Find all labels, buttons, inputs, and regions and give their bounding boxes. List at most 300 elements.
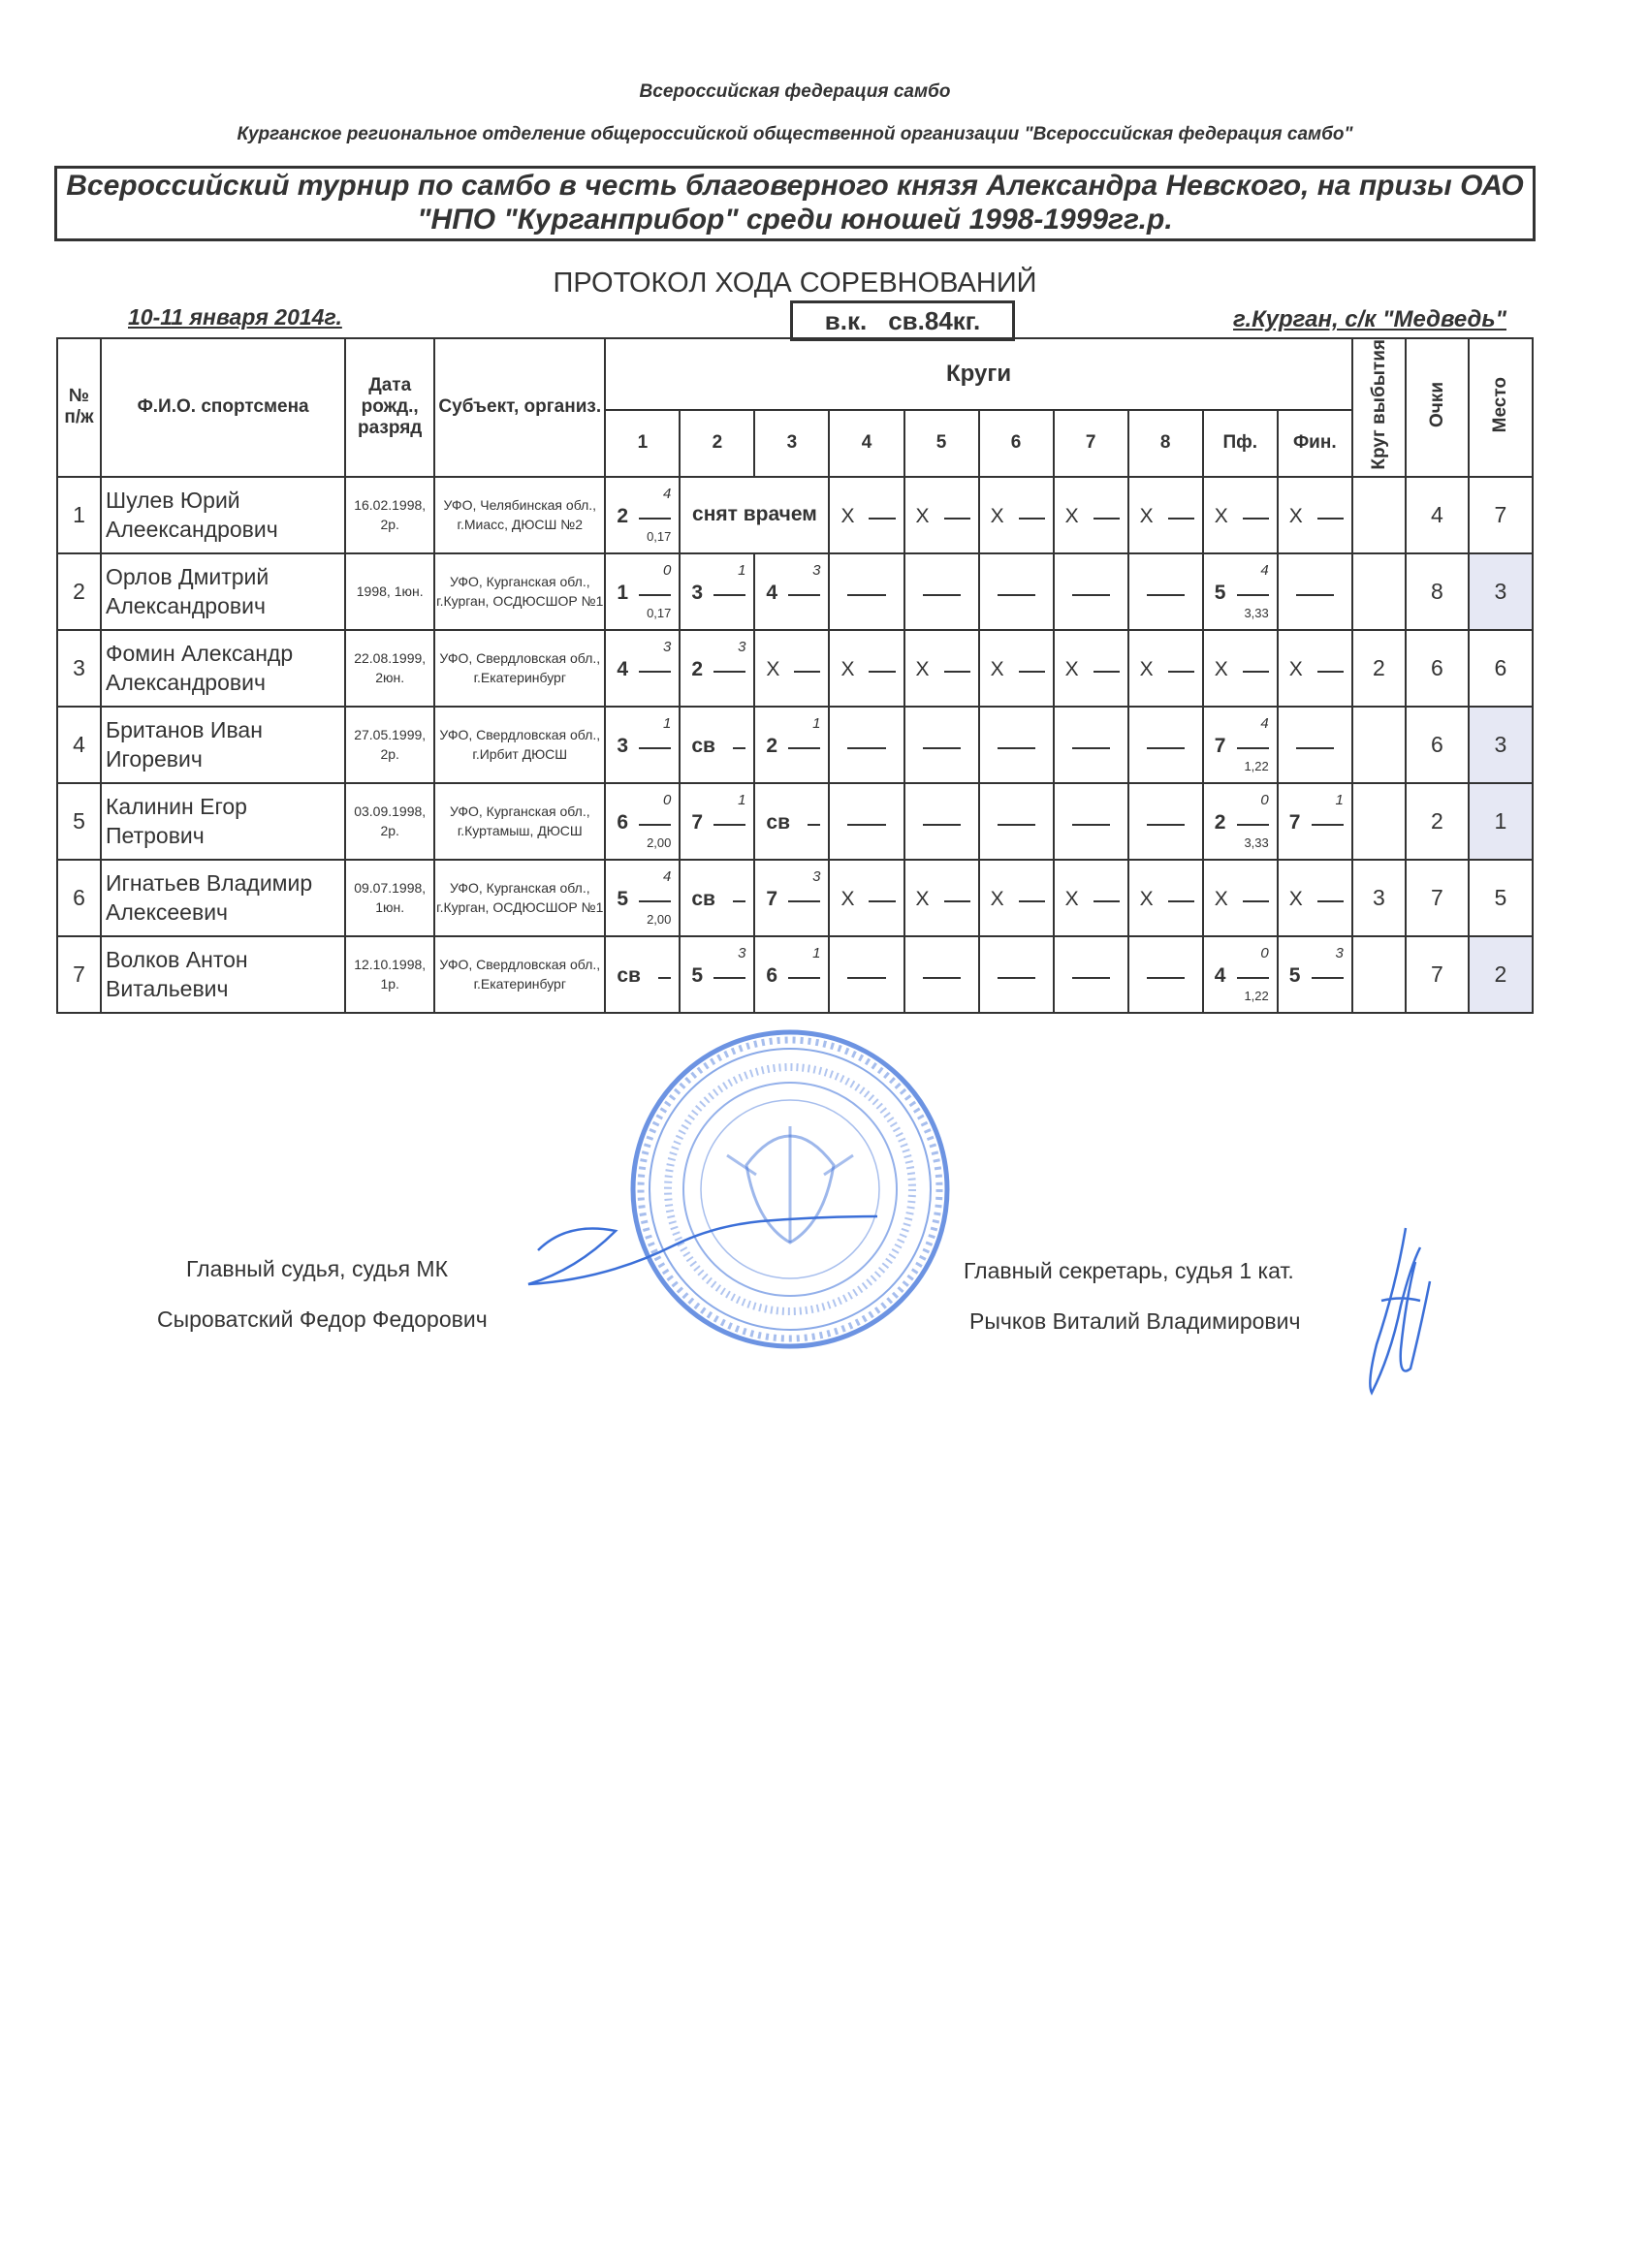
bout-eliminated-mark: Х: [1214, 887, 1228, 910]
athlete-number: 2: [57, 553, 101, 630]
bout-divider: [1147, 977, 1185, 979]
bout-cell: [1278, 707, 1352, 783]
bout-cell: [680, 936, 754, 1013]
bout-divider: [869, 518, 895, 520]
bout-score: 4: [663, 867, 672, 885]
bout-eliminated-mark: Х: [915, 657, 930, 680]
bout-result: [980, 708, 1053, 782]
bout-divider: [658, 977, 671, 979]
bout-cell: [1203, 860, 1278, 936]
bout-score: 1: [738, 791, 746, 808]
bout-divider: [1237, 977, 1269, 979]
bout-divider: [847, 594, 885, 596]
bout-opponent: 4: [766, 581, 778, 604]
athlete-dob-rank: 03.09.1998, 2р.: [345, 783, 434, 860]
bout-divider: [733, 900, 745, 902]
bout-eliminated-mark: Х: [915, 504, 930, 527]
athlete-name: Британов Иван Игоревич: [101, 707, 345, 783]
bout-result: [980, 861, 1053, 935]
table-row: [57, 707, 1533, 783]
athlete-number: 1: [57, 477, 101, 553]
table-row: [57, 783, 1533, 860]
bout-result: [606, 631, 679, 706]
bout-divider: [998, 594, 1035, 596]
bout-time: 1,22: [1244, 758, 1269, 773]
bout-result: [1055, 554, 1127, 629]
bout-eliminated-mark: Х: [915, 887, 930, 910]
bout-divider: [923, 977, 961, 979]
bout-bye: св: [617, 963, 641, 987]
bout-score: 3: [738, 638, 746, 655]
bout-divider: [1147, 824, 1185, 826]
bout-cell: [754, 553, 829, 630]
bout-cell: [829, 936, 903, 1013]
bout-bye: св: [766, 810, 791, 834]
elimination-round: 2: [1352, 630, 1406, 707]
bout-divider: [1243, 671, 1269, 673]
athlete-organization: УФО, Свердловская обл., г.Екатеринбург: [434, 936, 605, 1013]
bout-result: [755, 708, 828, 782]
bout-result: [830, 708, 903, 782]
weight-value: св.84кг.: [888, 306, 981, 335]
bout-cell: [1203, 707, 1278, 783]
bout-divider: [998, 747, 1035, 749]
elimination-round: [1352, 707, 1406, 783]
col-points-label: Очки: [1426, 381, 1447, 427]
bout-result: [830, 478, 903, 552]
bout-result: [905, 708, 978, 782]
bout-cell: [1278, 630, 1352, 707]
bout-opponent: 7: [1214, 734, 1226, 757]
bout-result: [1055, 784, 1127, 859]
bout-opponent: 1: [617, 581, 629, 604]
athlete-place: 6: [1469, 630, 1533, 707]
bout-divider: [808, 824, 820, 826]
bout-divider: [1312, 824, 1344, 826]
bout-result: [905, 478, 978, 552]
bout-result: [681, 631, 753, 706]
bout-cell: [754, 707, 829, 783]
bout-score: 3: [1335, 944, 1344, 961]
chief-judge-title: Главный судья, судья МК: [186, 1256, 448, 1281]
bout-divider: [1072, 824, 1110, 826]
bout-eliminated-mark: Х: [990, 657, 1004, 680]
bout-result: [1055, 631, 1127, 706]
bout-time: 1,22: [1244, 988, 1269, 1003]
athlete-dob-rank: 09.07.1998, 1юн.: [345, 860, 434, 936]
weight-category: [790, 300, 1015, 341]
bout-divider: [1147, 594, 1185, 596]
bout-result: [1204, 478, 1277, 552]
athlete-points: 4: [1406, 477, 1469, 553]
athlete-organization: УФО, Курганская обл., г.Курган, ОСДЮСШОР №1: [434, 553, 605, 630]
bout-score: 0: [1260, 944, 1269, 961]
bout-result: [1129, 708, 1202, 782]
bout-cell: [1054, 630, 1128, 707]
col-place-label: Место: [1490, 376, 1511, 433]
athlete-place: 3: [1469, 553, 1533, 630]
bout-divider: [923, 824, 961, 826]
bout-opponent: 2: [617, 504, 629, 527]
protocol-heading: ПРОТОКОЛ ХОДА СОРЕВНОВАНИЙ: [553, 268, 1037, 299]
bout-opponent: 2: [1214, 810, 1226, 834]
chief-secretary-signature: [1357, 1223, 1444, 1398]
bout-opponent: 5: [1288, 963, 1301, 987]
bout-result: [1129, 478, 1202, 552]
bout-result: [1129, 937, 1202, 1012]
bout-divider: [1019, 518, 1045, 520]
bout-cell: [1278, 553, 1352, 630]
athlete-points: 6: [1406, 630, 1469, 707]
bout-eliminated-mark: Х: [840, 504, 855, 527]
bout-divider: [1093, 518, 1120, 520]
bout-score: 1: [812, 714, 821, 732]
elimination-round: [1352, 936, 1406, 1013]
bout-result: [755, 861, 828, 935]
chief-secretary-title: Главный секретарь, судья 1 кат.: [964, 1258, 1294, 1283]
bout-cell: [904, 553, 979, 630]
athlete-place: 1: [1469, 783, 1533, 860]
bout-result: [755, 937, 828, 1012]
bout-cell: [979, 553, 1054, 630]
bout-cell: [1128, 707, 1203, 783]
bout-eliminated-mark: Х: [1064, 657, 1079, 680]
bout-divider: [1317, 671, 1344, 673]
round-header-4: 4: [829, 410, 903, 476]
bout-cell: [754, 783, 829, 860]
bout-bye: св: [691, 887, 715, 910]
col-points-header: [1406, 338, 1469, 477]
bout-opponent: 5: [617, 887, 629, 910]
bout-result: [1204, 708, 1277, 782]
bout-result: [755, 784, 828, 859]
athlete-name: Калинин Егор Петрович: [101, 783, 345, 860]
bout-cell: [1203, 936, 1278, 1013]
bout-cell: [680, 630, 754, 707]
bout-cell: [979, 630, 1054, 707]
bout-divider: [847, 747, 885, 749]
bout-divider: [639, 900, 671, 902]
bout-cell: [829, 477, 903, 553]
bout-cell: [904, 707, 979, 783]
athlete-place: 7: [1469, 477, 1533, 553]
col-elim-header: [1352, 338, 1406, 477]
bout-cell: [1203, 783, 1278, 860]
bout-divider: [1243, 900, 1269, 902]
bout-cell: [904, 936, 979, 1013]
table-row: [57, 477, 1533, 553]
bout-divider: [923, 747, 961, 749]
bout-cell: [829, 860, 903, 936]
bout-opponent: 3: [617, 734, 629, 757]
bout-cell: [605, 936, 680, 1013]
bout-result: [1204, 861, 1277, 935]
bout-divider: [1296, 594, 1334, 596]
col-dob-header: Дата рожд., разряд: [345, 338, 434, 477]
athlete-place: 5: [1469, 860, 1533, 936]
table-row: [57, 936, 1533, 1013]
bout-divider: [944, 518, 970, 520]
bout-result: [1279, 937, 1351, 1012]
chief-judge-signature: [514, 1192, 940, 1308]
bout-divider: [1296, 747, 1334, 749]
bout-divider: [998, 977, 1035, 979]
bout-score: 4: [663, 485, 672, 502]
bout-divider: [1168, 518, 1194, 520]
bout-cell: [1203, 477, 1278, 553]
bout-cell: [1128, 630, 1203, 707]
bout-opponent: 5: [691, 963, 704, 987]
bout-divider: [639, 594, 671, 596]
bout-result: [1055, 708, 1127, 782]
bout-divider: [1019, 671, 1045, 673]
bout-divider: [1237, 594, 1269, 596]
bout-cell: [829, 707, 903, 783]
table-row: [57, 553, 1533, 630]
bout-score: 1: [812, 944, 821, 961]
bout-divider: [847, 824, 885, 826]
round-header-10: Фин.: [1278, 410, 1352, 476]
bout-divider: [869, 900, 895, 902]
bout-time: 3,33: [1244, 835, 1269, 850]
bout-cell: [680, 707, 754, 783]
bout-eliminated-mark: Х: [1214, 504, 1228, 527]
bout-divider: [1072, 977, 1110, 979]
bout-divider: [733, 747, 745, 749]
bout-time: 0,17: [647, 605, 672, 620]
tournament-title-line1: Всероссийский турнир по самбо в честь благоверного князя Александра Невского, на призы ОАО: [66, 170, 1524, 202]
bout-cell: [979, 707, 1054, 783]
bout-divider: [847, 977, 885, 979]
bout-divider: [713, 594, 745, 596]
bout-divider: [1093, 900, 1120, 902]
bout-result: [681, 708, 753, 782]
table-row: [57, 630, 1533, 707]
bout-result: [1055, 937, 1127, 1012]
bout-cell: [680, 860, 754, 936]
bout-score: 3: [738, 944, 746, 961]
bout-opponent: 7: [691, 810, 704, 834]
bout-result: [1204, 631, 1277, 706]
bout-result: [606, 554, 679, 629]
athlete-points: 7: [1406, 860, 1469, 936]
bout-time: 2,00: [647, 835, 672, 850]
bout-cell: [904, 783, 979, 860]
bout-score: 4: [1260, 714, 1269, 732]
bout-time: 2,00: [647, 911, 672, 927]
bout-result: [681, 861, 753, 935]
bout-opponent: 7: [1288, 810, 1301, 834]
bout-result: [606, 478, 679, 552]
bout-cell: [979, 936, 1054, 1013]
bout-result: [905, 861, 978, 935]
bout-eliminated-mark: Х: [1288, 657, 1303, 680]
bout-divider: [639, 518, 671, 520]
athlete-name: Фомин Александр Александрович: [101, 630, 345, 707]
federation-name: Всероссийская федерация самбо: [639, 81, 951, 102]
bout-result: [1129, 554, 1202, 629]
bout-cell: [605, 630, 680, 707]
athlete-number: 5: [57, 783, 101, 860]
chief-secretary-name: Рычков Виталий Владимирович: [969, 1308, 1301, 1334]
athlete-points: 7: [1406, 936, 1469, 1013]
bout-cell: [1054, 553, 1128, 630]
athlete-points: 6: [1406, 707, 1469, 783]
bout-result: [1204, 937, 1277, 1012]
bout-score: 0: [1260, 791, 1269, 808]
athlete-number: 7: [57, 936, 101, 1013]
round-header-8: 8: [1128, 410, 1203, 476]
bout-divider: [944, 900, 970, 902]
athlete-name: Игнатьев Владимир Алексеевич: [101, 860, 345, 936]
athlete-dob-rank: 16.02.1998, 2р.: [345, 477, 434, 553]
bout-bye: св: [691, 734, 715, 757]
bout-divider: [639, 824, 671, 826]
bout-divider: [944, 671, 970, 673]
bout-result: [830, 861, 903, 935]
bout-score: 1: [1335, 791, 1344, 808]
bout-result: [905, 937, 978, 1012]
bout-cell: [1278, 860, 1352, 936]
regional-branch: Курганское региональное отделение общероссийской общественной организации "Всероссийская федерация самбо": [237, 124, 1353, 144]
bout-result: [830, 784, 903, 859]
bout-result: [1129, 861, 1202, 935]
chief-judge-name: Сыроватский Федор Федорович: [157, 1307, 488, 1332]
bout-cell: [1054, 707, 1128, 783]
bout-result: [681, 937, 753, 1012]
bout-opponent: 4: [617, 657, 629, 680]
bout-divider: [998, 824, 1035, 826]
bout-eliminated-mark: Х: [1214, 657, 1228, 680]
bout-cell: [904, 630, 979, 707]
bout-eliminated-mark: Х: [1139, 657, 1154, 680]
bout-cell: [1128, 936, 1203, 1013]
bout-opponent: 6: [617, 810, 629, 834]
bout-eliminated-mark: Х: [766, 657, 780, 680]
col-num-header: № п/ж: [57, 338, 101, 477]
bout-cell: [605, 707, 680, 783]
col-elim-label: Круг выбытия: [1368, 339, 1389, 470]
bout-cell: [1054, 477, 1128, 553]
bout-cell: [680, 783, 754, 860]
bout-divider: [1312, 977, 1344, 979]
bout-score: 0: [663, 791, 672, 808]
bout-result: [980, 554, 1053, 629]
bout-divider: [1317, 518, 1344, 520]
bout-divider: [713, 671, 745, 673]
bout-divider: [1237, 824, 1269, 826]
bout-cell: [1054, 936, 1128, 1013]
bout-result: [905, 554, 978, 629]
bout-eliminated-mark: Х: [1064, 504, 1079, 527]
bout-result: [1279, 784, 1351, 859]
bout-result: [980, 937, 1053, 1012]
bout-divider: [1168, 900, 1194, 902]
bout-divider: [788, 977, 820, 979]
bout-divider: [788, 594, 820, 596]
bout-result: [830, 554, 903, 629]
bout-time: 3,33: [1244, 605, 1269, 620]
competition-venue: г.Курган, с/к "Медведь": [1233, 306, 1506, 332]
bout-divider: [794, 671, 820, 673]
athlete-dob-rank: 27.05.1999, 2р.: [345, 707, 434, 783]
bout-eliminated-mark: Х: [1139, 887, 1154, 910]
round-header-9: Пф.: [1203, 410, 1278, 476]
bout-opponent: 5: [1214, 581, 1226, 604]
bout-result: [681, 784, 753, 859]
bout-cell: [1128, 860, 1203, 936]
bout-result: [980, 631, 1053, 706]
bout-cell: [754, 936, 829, 1013]
bout-withdrawn: снят врачем: [680, 477, 829, 553]
bout-cell: [605, 860, 680, 936]
bout-result: [1204, 554, 1277, 629]
athlete-number: 3: [57, 630, 101, 707]
bout-cell: [1278, 936, 1352, 1013]
bout-divider: [1237, 747, 1269, 749]
bout-cell: [829, 630, 903, 707]
bout-result: [1129, 631, 1202, 706]
athlete-points: 8: [1406, 553, 1469, 630]
bout-divider: [1072, 747, 1110, 749]
bout-opponent: 6: [766, 963, 778, 987]
bout-result: [606, 708, 679, 782]
athlete-number: 6: [57, 860, 101, 936]
athlete-organization: УФО, Свердловская обл., г.Екатеринбург: [434, 630, 605, 707]
bout-opponent: 2: [691, 657, 704, 680]
bout-result: [980, 784, 1053, 859]
bout-opponent: 7: [766, 887, 778, 910]
elimination-round: [1352, 553, 1406, 630]
bout-eliminated-mark: Х: [1064, 887, 1079, 910]
bout-score: 1: [663, 714, 672, 732]
tournament-title: [54, 166, 1536, 241]
round-header-1: 1: [605, 410, 680, 476]
col-place-header: [1469, 338, 1533, 477]
bout-cell: [1054, 860, 1128, 936]
bout-result: [1055, 861, 1127, 935]
bout-score: 4: [1260, 561, 1269, 579]
athlete-dob-rank: 1998, 1юн.: [345, 553, 434, 630]
results-table: [56, 337, 1534, 1014]
bout-score: 3: [663, 638, 672, 655]
athlete-points: 2: [1406, 783, 1469, 860]
athlete-dob-rank: 12.10.1998, 1р.: [345, 936, 434, 1013]
bout-cell: [904, 477, 979, 553]
bout-opponent: 4: [1214, 963, 1226, 987]
bout-cell: [680, 553, 754, 630]
bout-cell: [1054, 783, 1128, 860]
bout-divider: [788, 900, 820, 902]
bout-result: [1055, 478, 1127, 552]
bout-result: [905, 631, 978, 706]
bout-cell: [1128, 783, 1203, 860]
bout-divider: [1147, 747, 1185, 749]
bout-result: [1279, 478, 1351, 552]
col-org-header: Субъект, организ.: [434, 338, 605, 477]
bout-cell: [1128, 553, 1203, 630]
athlete-organization: УФО, Челябинская обл., г.Миасс, ДЮСШ №2: [434, 477, 605, 553]
bout-divider: [788, 747, 820, 749]
bout-result: [830, 631, 903, 706]
bout-eliminated-mark: Х: [1288, 504, 1303, 527]
bout-result: [681, 554, 753, 629]
athlete-place: 3: [1469, 707, 1533, 783]
athlete-name: Орлов Дмитрий Александрович: [101, 553, 345, 630]
bout-cell: [1278, 477, 1352, 553]
elimination-round: 3: [1352, 860, 1406, 936]
round-header-5: 5: [904, 410, 979, 476]
